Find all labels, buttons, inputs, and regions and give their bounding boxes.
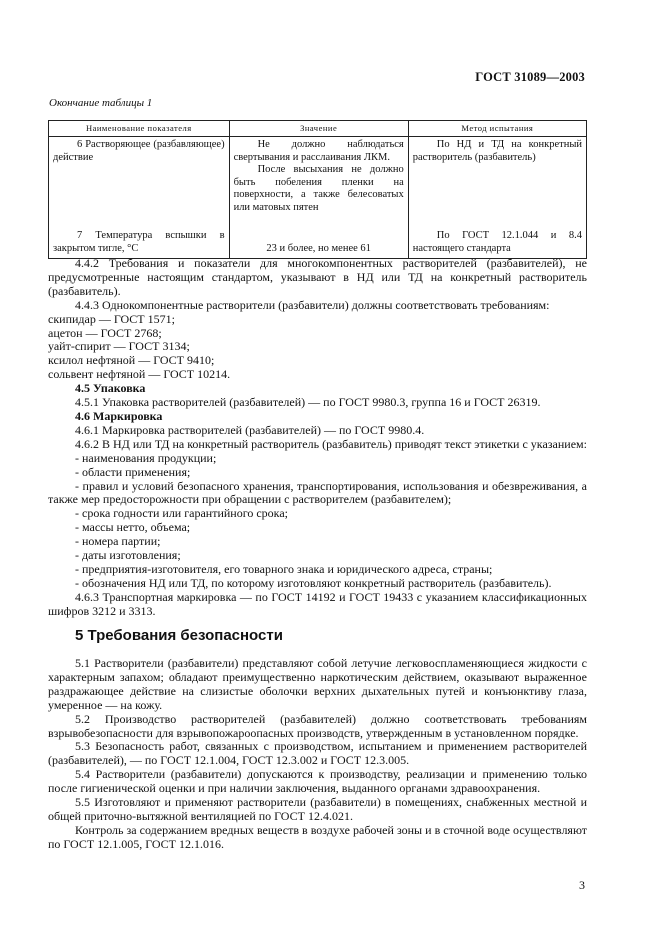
paragraph-5-1: 5.1 Растворители (разбавители) представляют собой летучие легковоспламеняющиеся жидкости с характерным запахом; обладают преимущественно наркотическим действием, оказывают выраженное раздражающее действие на слизистые оболочки верхних дыхательных путей и конъюнктиву глаза, умеренное — на кожу. [48,656,587,712]
list-item: ксилол нефтяной — ГОСТ 9410; [48,353,215,368]
list-item: уайт-спирит — ГОСТ 3134; [48,339,190,354]
section-4-body [48,257,587,619]
page-number: 3 [579,878,585,892]
paragraph-5-5: 5.5 Изготовляют и применяют растворители (разбавители) в помещениях, снабженных местной и общей приточно-вытяжной вентиляцией по ГОСТ 12.4.021. [48,795,587,823]
section-5-title: 5 Требования безопасности [75,627,283,644]
column-header-name: Наименование показателя [49,121,230,137]
paragraph-4-4-3: 4.4.3 Однокомпонентные растворители (разбавители) должны соответствовать требованиям: [75,297,550,312]
row-7-name: 7 Температура вспышки в закрытом тигле, °С [49,216,230,259]
row-7-value: 23 и более, но менее 61 [229,216,408,259]
row-6-value [229,137,408,217]
list-item: ацетон — ГОСТ 2768; [48,325,162,340]
row-6-method: По НД и ТД на конкретный растворитель (разбавитель) [408,137,586,217]
paragraph-5-4: 5.4 Растворители (разбавители) допускаются к производству, реализации и применению только после гигиенической оценки и при наличии заключения, выданного органами здравоохранения. [48,767,587,796]
list-item: - срока годности или гарантийного срока; [75,506,288,521]
column-header-method: Метод испытания [408,121,586,137]
list-item: - предприятия-изготовителя, его товарного знака и юридического адреса, страны; [75,561,493,576]
paragraph-4-6-3: 4.6.3 Транспортная маркировка — по ГОСТ 14192 и ГОСТ 19433 с указанием классификационных шифров 3212 и 3313. [48,589,587,618]
list-item: - даты изготовления; [75,548,181,563]
list-item: - массы нетто, объема; [75,520,191,535]
paragraph-4-6-1: 4.6.1 Маркировка растворителей (разбавителей) — по ГОСТ 9980.4. [75,422,425,437]
paragraph-5-3: 5.3 Безопасность работ, связанных с производством, испытанием и применением растворителей (разбавителей), — по ГОСТ 12.1.004, ГОСТ 12.3.002 и ГОСТ 12.3.005. [48,739,587,768]
list-item: - обозначения НД или ТД, по которому изготовляют конкретный растворитель (разбавитель). [75,575,552,590]
list-item: - наименования продукции; [75,450,217,465]
row-6-name: 6 Растворяющее (разбавляющее) действие [49,137,230,217]
indicators-table [48,120,587,259]
column-header-value: Значение [229,121,408,137]
subsection-title-4-6: 4.6 Маркировка [75,408,163,423]
paragraph-4-5-1: 4.5.1 Упаковка растворителей (разбавителей) — по ГОСТ 9980.3, группа 16 и ГОСТ 26319. [75,395,541,410]
row-6-value-line-2: После высыхания не должно быть побеления пленки на поверхности, а также белесоватых или матовых пятен [233,164,404,213]
section-5-body [48,657,587,852]
list-item: - номера партии; [75,534,161,549]
table-caption: Окончание таблицы 1 [49,97,153,109]
table-header-row [49,121,587,137]
subsection-title-4-5: 4.5 Упаковка [75,381,146,396]
paragraph-4-4-2: 4.4.2 Требования и показатели для многокомпонентных растворителей (разбавителей), не предусмотренные настоящим стандартом, указывают в НД или ТД на конкретный растворитель (разбавитель). [48,256,587,298]
table-row [49,137,587,217]
list-item: - правил и условий безопасного хранения, транспортирования, использования и обезвреживания, а также мер предосторожности при обращении с растворителем (разбавителем); [48,478,587,507]
paragraph-4-6-2: 4.6.2 В НД или ТД на конкретный растворитель (разбавитель) приводят текст этикетки с указанием: [75,436,587,451]
list-item: - области применения; [75,464,191,479]
row-6-value-line-1: Не должно наблюдаться свертывания и расслаивания ЛКМ. [233,139,404,163]
standard-header: ГОСТ 31089—2003 [475,70,585,84]
list-item: сольвент нефтяной — ГОСТ 10214. [48,367,231,382]
table-row [49,216,587,259]
list-item: скипидар — ГОСТ 1571; [48,311,175,326]
paragraph-5-2: 5.2 Производство растворителей (разбавителей) должно соответствовать требованиям взрывобезопасности для взрывопожароопасных производств, утвержденным в установленном порядке. [48,711,587,740]
row-7-method: По ГОСТ 12.1.044 и 8.4 настоящего стандарта [408,216,586,259]
paragraph-control: Контроль за содержанием вредных веществ в воздухе рабочей зоны и в сточной воде осуществляют по ГОСТ 12.1.005, ГОСТ 12.1.016. [48,822,587,851]
